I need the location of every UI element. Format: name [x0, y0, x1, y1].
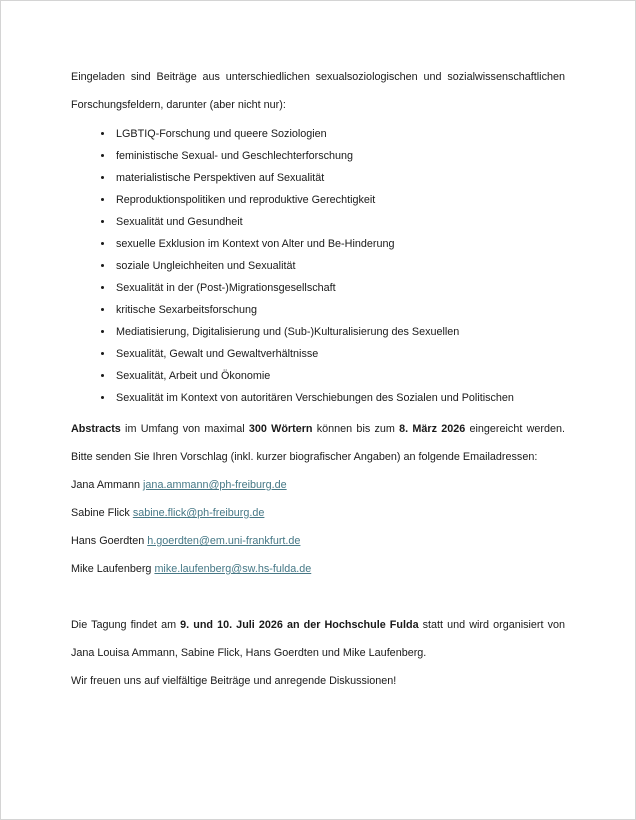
conference-date-location: 9. und 10. Juli 2026 an der Hochschule Fulda: [180, 619, 419, 631]
topic-item: • kritische Sexarbeitsforschung: [114, 299, 565, 321]
abstracts-text-3: eingereicht werden. Bitte senden Sie Ihren Vorschlag (inkl. kurzer biografischer Angaben) an folgende Emailadressen:: [71, 423, 565, 463]
topic-item: • Sexualität im Kontext von autoritären Verschiebungen des Sozialen und Politischen: [114, 387, 565, 409]
topic-item: • sexuelle Exklusion im Kontext von Alter und Be-Hinderung: [114, 233, 565, 255]
abstracts-text-1: im Umfang von maximal: [120, 423, 249, 435]
outro-paragraph: [71, 667, 565, 695]
topic-item: • Reproduktionspolitiken und reproduktive Gerechtigkeit: [114, 189, 565, 211]
topic-item: • feministische Sexual- und Geschlechterforschung: [114, 145, 565, 167]
contact-name: Hans Goerdten: [71, 535, 148, 547]
contact-name: Sabine Flick: [71, 507, 133, 519]
contact-line: [71, 527, 565, 555]
email-link[interactable]: jana.ammann@ph-freiburg.de: [143, 479, 287, 491]
intro-text: Eingeladen sind Beiträge aus unterschiedlichen sexualsoziologischen und sozialwissenschaftlichen Forschungsfeldern, darunter (aber nicht nur):: [71, 71, 565, 111]
topic-item: • Sexualität und Gesundheit: [114, 211, 565, 233]
document-content: [71, 63, 565, 695]
contact-line: [71, 471, 565, 499]
topic-item: • soziale Ungleichheiten und Sexualität: [114, 255, 565, 277]
closing-paragraph: [71, 611, 565, 667]
topic-item: • Sexualität, Arbeit und Ökonomie: [114, 365, 565, 387]
topic-item: • LGBTIQ-Forschung und queere Soziologien: [114, 123, 565, 145]
abstracts-paragraph: [71, 415, 565, 471]
contact-name: Jana Ammann: [71, 479, 144, 491]
email-link[interactable]: h.goerdten@em.uni-frankfurt.de: [147, 535, 301, 547]
email-link[interactable]: mike.laufenberg@sw.hs-fulda.de: [154, 563, 312, 575]
abstracts-text-2: können bis zum: [312, 423, 400, 435]
topics-list: [71, 123, 565, 409]
deadline-date: 8. März 2026: [399, 423, 466, 435]
abstracts-keyword: Abstracts: [71, 423, 121, 435]
closing-text-2: statt und wird organisiert von Jana Louisa Ammann, Sabine Flick, Hans Goerdten und Mike Laufenberg.: [71, 619, 565, 659]
contact-name: Mike Laufenberg: [71, 563, 155, 575]
topic-item: • Sexualität, Gewalt und Gewaltverhältnisse: [114, 343, 565, 365]
closing-text-1: Die Tagung findet am: [71, 619, 181, 631]
topic-item: • Sexualität in der (Post-)Migrationsgesellschaft: [114, 277, 565, 299]
intro-paragraph: [71, 63, 565, 119]
topic-item: • materialistische Perspektiven auf Sexualität: [114, 167, 565, 189]
outro-text: Wir freuen uns auf vielfältige Beiträge und anregende Diskussionen!: [71, 675, 397, 687]
contact-line: [71, 555, 565, 583]
contact-line: [71, 499, 565, 527]
email-link[interactable]: sabine.flick@ph-freiburg.de: [132, 507, 265, 519]
blank-line: [71, 583, 565, 611]
topic-item: • Mediatisierung, Digitalisierung und (Sub-)Kulturalisierung des Sexuellen: [114, 321, 565, 343]
word-limit: 300 Wörtern: [248, 423, 313, 435]
